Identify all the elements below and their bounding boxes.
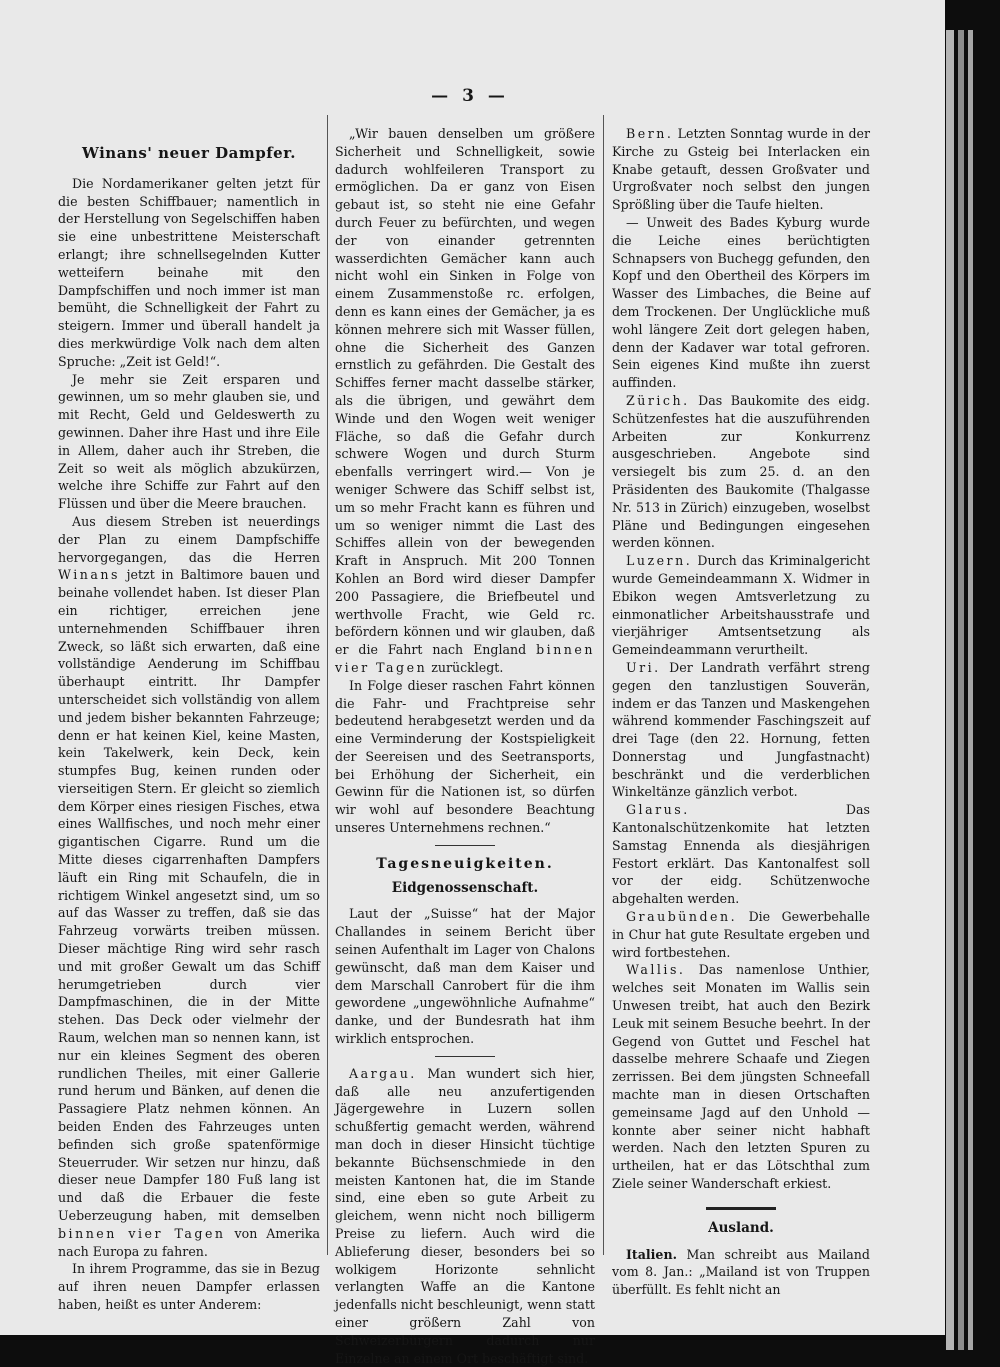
place-name: Bern.	[626, 126, 674, 141]
spaced-name: Winans	[58, 567, 120, 583]
page-edge	[946, 30, 954, 1350]
paragraph: — Unweit des Bades Kyburg wurde die Leiche eines berüchtigten Schnapsers von Buchegg gefunden, den Kopf und den Obertheil des Körpers im Wasser des Limbaches, die Beine auf dem Trockenen. Der Unglückliche muß wohl längere Zeit dort gelegen haben, denn der Kadaver war total gefroren. Sein eigenes Kind mußte ihn zuerst auffinden.	[612, 214, 870, 391]
paragraph: Uri. Der Landrath verfährt streng gegen den tanzlustigen Souverän, indem er das Tanzen und Maskengehen während kommender Faschingszeit auf drei Tage (den 22. Hornung, fetten Donnerstag und Jungfastnacht) beschränkt und die verderblichen Winkeltänze gänzlich verbot.	[612, 659, 870, 800]
paragraph: Aus diesem Streben ist neuerdings der Plan zu einem Dampfschiffe hervorgegangen, das die Herren Winans jetzt in Baltimore bauen und beinahe vollendet haben. Ist dieser Plan ein richtiger, erreichen jene unternehmenden Schiffbauer ihren Zweck, so läßt sich erwarten, daß eine vollständige Aenderung im Schiffbau überhaupt eintritt. Ihr Dampfer unterscheidet sich vollständig von allem und jedem bisher bekannten Fahrzeuge; denn er hat keinen Kiel, keine Masten, kein Takelwerk, kein Deck, kein stumpfes Bug, keinen runden oder vierseitigen Stern. Er gleicht so ziemlich dem Körper eines riesigen Fisches, etwa eines Wallfisches, und noch mehr einer gigantischen Cigarre. Rund um die Mitte dieses cigarrenhaften Dampfers läuft ein Ring mit Schaufeln, die in richtigem Winkel angesetzt sind, um so auf das Wasser zu treffen, daß sie das Fahrzeug vorwärts treiben müssen. Dieser mächtige Ring wird sehr rasch und mit großer Gewalt um das Schiff herumgetrieben durch vier Dampfmaschinen, die in der Mitte stehen. Das Deck oder vielmehr der Raum, welchen man so nennen kann, ist nur ein kleines Segment des oberen rundlichen Theiles, mit einer Gallerie rund herum und Bänken, auf denen die Passagiere Platz nehmen können. An beiden Enden des Fahrzeuges unten befinden sich große spatenförmige Steuerruder. Wir setzen nur hinzu, daß dieser neue Dampfer 180 Fuß lang ist und daß die Erbauer die feste Ueberzeugung haben, mit demselben binnen vier Tagen von Amerika nach Europa zu fahren.	[58, 513, 320, 1259]
paragraph: Bern. Letzten Sonntag wurde in der Kirche zu Gsteig bei Interlacken ein Knabe getauft, dessen Großvater und Urgroßvater noch selbst den jungen Sprößling über die Taufe hielten.	[612, 126, 870, 213]
section-subheading: Eidgenossenschaft.	[391, 879, 539, 896]
place-name: Wallis.	[626, 962, 686, 978]
paragraph: Aargau. Man wundert sich hier, daß alle neu anzufertigenden Jägergewehre in Luzern sollen schußfertig gemacht werden, während man doch in dieser Hinsicht tüchtige bekannte Büchsenschmiede in den meisten Kantonen hat, die im Stande sind, eine eben so gute Arbeit zu gleichem, wenn nicht noch billigerm Preise zu liefern. Auch wird die Ablieferung dieser, besonders bei so wolkigem Horizonte sehnlicht verlangten Waffe an die Kantone jedenfalls nicht beschleunigt, wenn statt einer größern Zahl von Schweizerbürgern dadurch nur Einzelne an einem Ort beschäftigt sind.	[335, 1065, 595, 1366]
page-edge	[958, 30, 964, 1350]
column-2	[335, 125, 595, 1367]
spaced-phrase: binnen vier Tagen	[335, 642, 595, 675]
paragraph: Wallis. Das namenlose Unthier, welches seit Monaten im Wallis sein Unwesen treibt, hat auch den Bezirk Leuk mit seinem Besuche beehrt. In der Gegend von Guttet und Feschel hat dasselbe mehrere Schaafe und Ziegen zerrissen. Bei dem jüngsten Schneefall machte man in diesen Ortschaften gemeinsame Jagd auf den Unhold — konnte aber seiner nicht habhaft werden. Nach den letzten Spuren zu urtheilen, hat er das Lötschthal zum Ziele seiner Wanderschaft erkiest.	[612, 962, 870, 1192]
place-name: Luzern.	[626, 553, 693, 569]
page-edge	[968, 30, 973, 1350]
paragraph: In Folge dieser raschen Fahrt können die Fahr- und Frachtpreise sehr bedeutend herabgesetzt werden und da eine Verminderung der Kostspieligkeit der Seereisen und des Seetransports, bei Erhöhung der Sicherheit, ein Gewinn für die Nationen ist, so dürfen wir wohl auf besondere Beachtung unseres Unternehmens rechnen.“	[335, 677, 595, 836]
page-number: — 3 —	[431, 86, 509, 106]
spaced-phrase: binnen vier Tagen	[58, 1225, 226, 1241]
section-heading: Tagesneuigkeiten.	[376, 855, 554, 872]
place-name: Uri.	[626, 659, 661, 675]
place-name: Italien.	[626, 1246, 677, 1262]
section-heading: Ausland.	[708, 1219, 774, 1236]
paragraph: Glarus. Das Kantonalschützenkomite hat letzten Samstag Ennenda als diesjährigen Festort erklärt. Das Kantonalfest soll vor der eidg. Schützenwoche abgehalten werden.	[612, 802, 870, 907]
place-name: Aargau.	[349, 1065, 417, 1081]
separator	[435, 1056, 495, 1057]
paragraph: Graubünden. Die Gewerbehalle in Chur hat gute Resultate ergeben und wird fortbestehen.	[612, 909, 870, 960]
place-name: Zürich.	[626, 392, 690, 408]
paragraph: Luzern. Durch das Kriminalgericht wurde Gemeindeammann X. Widmer in Ebikon wegen Amtsverletzung zu einmonatlicher Arbeitshausstrafe und vierjähriger Amtsentsetzung als Gemeindeammann verurtheilt.	[612, 553, 870, 658]
paragraph: Die Nordamerikaner gelten jetzt für die besten Schiffbauer; namentlich in der Herstellung von Segelschiffen haben sie eine unbestrittene Meisterschaft erlangt; ihre schnellsegelnden Kutter wetteifern beinahe mit den Dampfschiffen und noch immer ist man bemüht, die Schnelligkeit der Fahrt zu steigern. Immer und überall handelt ja dies merkwürdige Volk nach dem alten Spruche: „Zeit ist Geld!“.	[58, 175, 320, 369]
paragraph: Italien. Man schreibt aus Mailand vom 8. Jan.: „Mailand ist von Truppen überfüllt. Es fehlt nicht an	[612, 1246, 870, 1298]
column-rule-1	[327, 115, 328, 1255]
column-1	[58, 125, 320, 1314]
paragraph: Zürich. Das Baukomite des eidg. Schützenfestes hat die auszuführenden Arbeiten zur Konkurrenz ausgeschrieben. Angebote sind versiegelt bis zum 25. d. an den Präsidenten des Baukomite (Thalgasse Nr. 513 in Zürich) einzugeben, woselbst Pläne und Bedingungen eingesehen werden können.	[612, 392, 870, 551]
column-rule-2	[603, 115, 604, 1255]
column-3	[612, 125, 870, 1299]
article-title: Winans' neuer Dampfer.	[82, 144, 296, 162]
paragraph: In ihrem Programme, das sie in Bezug auf ihren neuen Dampfer erlassen haben, heißt es unter Anderem:	[58, 1261, 320, 1312]
paragraph: Je mehr sie Zeit ersparen und gewinnen, um so mehr glauben sie, und mit Recht, Geld und Geldeswerth zu gewinnen. Daher ihre Hast und ihre Eile in Allem, daher auch ihr Streben, die Zeit so weit als möglich abzukürzen, welche ihre Schiffe zur Fahrt auf den Flüssen und über die Meere brauchen.	[58, 371, 320, 512]
separator	[706, 1207, 776, 1210]
paragraph: Laut der „Suisse“ hat der Major Challandes in seinem Bericht über seinen Aufenthalt im Lager von Chalons gewünscht, daß man dem Kaiser und dem Marschall Canrobert für die ihm gewordene „ungewöhnliche Aufnahme“ danke, und der Bundesrath hat ihm wirklich entsprochen.	[335, 906, 595, 1047]
separator	[435, 845, 495, 846]
place-name: Graubünden.	[626, 909, 738, 925]
paragraph: „Wir bauen denselben um größere Sicherheit und Schnelligkeit, sowie dadurch wohlfeileren Transport zu ermöglichen. Da er ganz von Eisen gebaut ist, so steht nie eine Gefahr durch Feuer zu befürchten, und wegen der von einander getrennten wasserdichten Gemächer kann auch nicht wohl ein Sinken in Folge von einem Zusammenstoße rc. erfolgen, denn es kann eines der Gemächer, ja es können mehrere sich mit Wasser füllen, ohne die Sicherheit des Ganzen ernstlich zu gefährden. Die Gestalt des Schiffes ferner macht dasselbe stärker, als die übrigen, und gewährt dem Winde und den Wogen weit weniger Fläche, so daß die Gefahr durch schwere Wogen und durch Sturm ebenfalls verringert wird.— Von je weniger Schwere das Schiff selbst ist, um so mehr Fracht kann es führen und um so weniger nimmt die Last des Schiffes allein von der bewegenden Kraft in Anspruch. Mit 200 Tonnen Kohlen an Bord wird dieser Dampfer 200 Passagiere, die Briefbeutel und werthvolle Fracht, wie Geld rc. befördern können und wir glauben, daß er die Fahrt nach England binnen vier Tagen zurücklegt.	[335, 126, 595, 675]
place-name: Glarus.	[626, 802, 690, 818]
